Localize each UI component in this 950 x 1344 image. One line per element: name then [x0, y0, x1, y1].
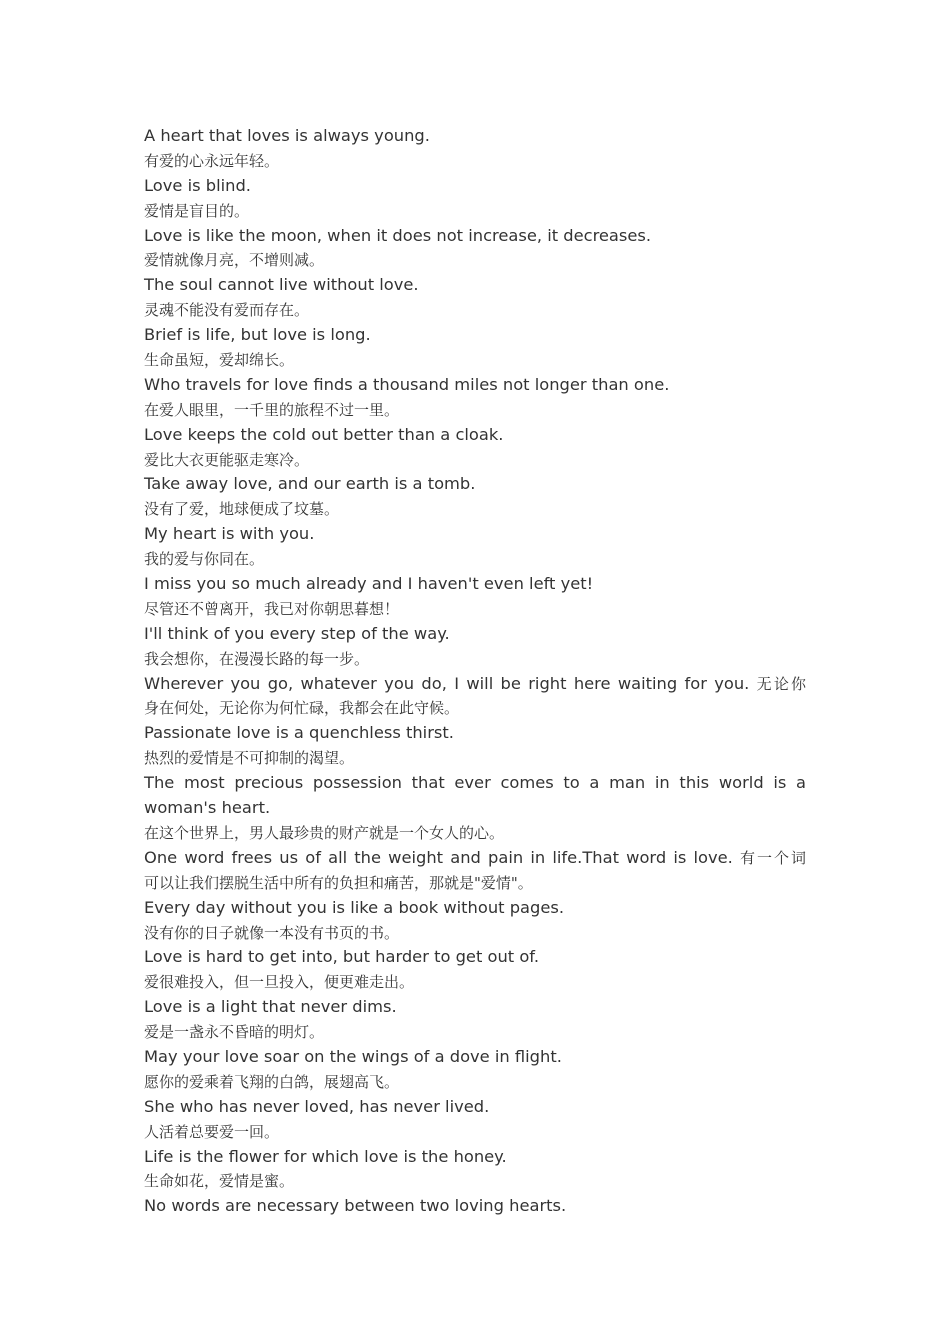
- quote-english-mixed-line: [144, 672, 806, 697]
- quote-english: May your love soar on the wings of a dove in flight.: [144, 1046, 562, 1066]
- quote-english: The most precious possession that ever comes to a man in this world is a: [144, 773, 806, 793]
- quote-english: Love is blind.: [144, 175, 251, 195]
- quote-english: I miss you so much already and I haven't even left yet!: [144, 574, 594, 594]
- quote-english: Love is hard to get into, but harder to get out of.: [144, 947, 540, 967]
- quote-english: Love keeps the cold out better than a cloak.: [144, 424, 504, 444]
- quote-chinese: 尽管还不曾离开，我已对你朝思暮想！: [144, 599, 400, 618]
- quote-chinese: 在爱人眼里，一千里的旅程不过一里。: [144, 400, 400, 419]
- quote-english: Every day without you is like a book without pages.: [144, 897, 565, 917]
- quote-chinese: 在这个世界上，男人最珍贵的财产就是一个女人的心。: [144, 823, 505, 842]
- quote-english: Love is a light that never dims.: [144, 997, 397, 1017]
- quote-chinese: 生命如花，爱情是蜜。: [144, 1172, 295, 1191]
- quote-chinese: 爱很难投入，但一旦投入，便更难走出。: [144, 973, 415, 992]
- quote-english-part: Wherever you go, whatever you do, I will be right here waiting for you.: [144, 673, 750, 693]
- quote-english: Love is like the moon, when it does not increase, it decreases.: [144, 225, 652, 245]
- quote-chinese: 我会想你，在漫漫长路的每一步。: [144, 649, 370, 668]
- quote-chinese: 爱情就像月亮，不增则减。: [144, 251, 325, 270]
- quote-english: Who travels for love finds a thousand miles not longer than one.: [144, 374, 670, 394]
- quote-english-continued: woman's heart.: [144, 798, 271, 818]
- quote-chinese: 生命虽短，爱却绵长。: [144, 351, 295, 370]
- quote-chinese: 爱比大衣更能驱走寒冷。: [144, 450, 310, 469]
- quote-english: The soul cannot live without love.: [144, 275, 419, 295]
- quote-english: No words are necessary between two loving hearts.: [144, 1196, 567, 1216]
- quote-english-mixed-line: [144, 846, 806, 871]
- quote-chinese: 身在何处，无论你为何忙碌，我都会在此守候。: [144, 699, 460, 718]
- quote-english: Life is the flower for which love is the honey.: [144, 1146, 507, 1166]
- quote-english: Passionate love is a quenchless thirst.: [144, 723, 454, 743]
- quote-chinese: 没有了爱，地球便成了坟墓。: [144, 500, 340, 519]
- document-body: [144, 124, 806, 1219]
- quote-english: I'll think of you every step of the way.: [144, 623, 450, 643]
- quote-chinese-part: 无论你: [756, 674, 806, 693]
- quote-chinese-part: 有一个词: [740, 848, 806, 867]
- quote-english: My heart is with you.: [144, 524, 315, 544]
- quote-english: Brief is life, but love is long.: [144, 325, 371, 345]
- quote-chinese: 有爱的心永远年轻。: [144, 151, 280, 170]
- quote-chinese: 灵魂不能没有爱而存在。: [144, 301, 310, 320]
- quote-chinese: 人活着总要爱一回。: [144, 1122, 280, 1141]
- quote-chinese: 爱是一盏永不昏暗的明灯。: [144, 1023, 325, 1042]
- quote-chinese: 愿你的爱乘着飞翔的白鸽，展翅高飞。: [144, 1072, 400, 1091]
- quote-chinese: 我的爱与你同在。: [144, 550, 265, 569]
- quote-chinese: 爱情是盲目的。: [144, 201, 250, 220]
- quote-english: A heart that loves is always young.: [144, 126, 430, 145]
- quote-english-part: One word frees us of all the weight and pain in life.That word is love.: [144, 847, 733, 867]
- quote-chinese: 没有你的日子就像一本没有书页的书。: [144, 923, 400, 942]
- quote-english: She who has never loved, has never lived.: [144, 1096, 490, 1116]
- quote-chinese: 热烈的爱情是不可抑制的渴望。: [144, 749, 355, 768]
- quote-chinese: 可以让我们摆脱生活中所有的负担和痛苦，那就是"爱情"。: [144, 873, 533, 892]
- quote-english: Take away love, and our earth is a tomb.: [144, 474, 476, 494]
